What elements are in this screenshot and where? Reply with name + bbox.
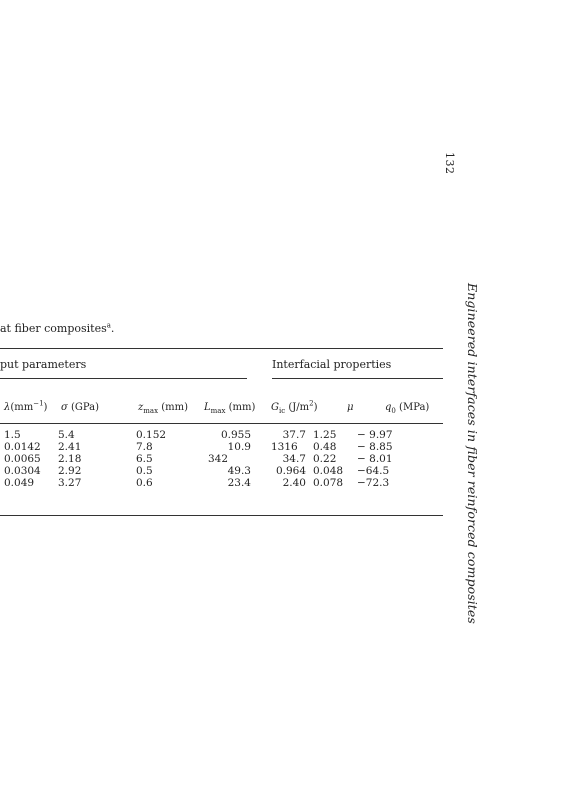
cell-mu: 0.48	[313, 441, 337, 453]
data-table	[0, 429, 433, 489]
cell-sigma: 3.27	[58, 477, 82, 489]
cell-mu: 1.25	[313, 429, 337, 441]
cell-q0: − 8.85	[357, 441, 393, 453]
table-row	[0, 465, 433, 477]
mu-symbol: μ	[347, 402, 354, 413]
column-header-q0: $q_0$ (MPa)	[385, 402, 430, 415]
column-header-sigma: σ (GPa)	[61, 402, 100, 413]
g-symbol: G	[271, 402, 279, 413]
column-header-lmax: $L_{max}$ (mm)	[204, 402, 256, 415]
table-header-rule	[0, 423, 443, 424]
cell-zmax: 0.6	[136, 477, 153, 489]
cell-lambda: 0.0142	[4, 441, 41, 453]
cell-mu: 0.22	[313, 453, 337, 465]
column-header-gic: $G_{ic}$ $(J/m^2)$	[271, 399, 318, 415]
cell-sigma: 2.92	[58, 465, 82, 477]
cell-gic: 34.7	[282, 453, 306, 465]
table-row	[0, 477, 433, 489]
cell-mu: 0.048	[313, 465, 344, 477]
group-rule-left	[0, 378, 247, 379]
group-header-input-parameters: put parameters	[0, 358, 87, 371]
cell-sigma: 2.18	[58, 453, 82, 465]
cell-lmax: 342	[208, 453, 229, 465]
cell-gic: 37.7	[282, 429, 306, 441]
cell-zmax: 0.5	[136, 465, 153, 477]
cell-gic: 2.40	[282, 477, 306, 489]
cell-lambda: 0.0065	[4, 453, 41, 465]
page-number: 132	[443, 152, 456, 175]
cell-q0: −72.3	[357, 477, 390, 489]
cell-gic: 0.964	[275, 465, 306, 477]
column-header-lambda: $\lambda(mm^{-1})$	[4, 399, 48, 413]
cell-q0: − 8.01	[357, 453, 393, 465]
table-row	[0, 453, 433, 465]
group-rule-right	[272, 378, 443, 379]
cell-gic: 1316	[271, 441, 298, 453]
q-symbol: q	[385, 402, 392, 413]
table-row	[0, 441, 433, 453]
cell-zmax: 6.5	[136, 453, 153, 465]
table-caption	[0, 322, 114, 335]
cell-sigma: 2.41	[58, 441, 82, 453]
column-header-mu	[347, 402, 354, 413]
caption-end: .	[110, 322, 115, 335]
cell-lambda: 0.0304	[4, 465, 41, 477]
cell-lmax: 23.4	[227, 477, 251, 489]
cell-lmax: 49.3	[227, 465, 251, 477]
cell-q0: − 9.97	[357, 429, 393, 441]
cell-lambda: 0.049	[4, 477, 35, 489]
caption-text: at fiber composites	[0, 322, 107, 335]
table-bottom-rule	[0, 515, 443, 516]
cell-lmax: 0.955	[220, 429, 251, 441]
cell-lmax: 10.9	[227, 441, 251, 453]
cell-q0: −64.5	[357, 465, 390, 477]
cell-sigma: 5.4	[58, 429, 75, 441]
l-symbol: L	[204, 402, 211, 413]
group-header-interfacial-properties: Interfacial properties	[272, 358, 392, 371]
table-top-rule	[0, 348, 443, 349]
cell-zmax: 7.8	[136, 441, 153, 453]
z-symbol: z	[138, 402, 144, 413]
running-head: Engineered interfaces in fiber reinforced composites	[465, 283, 480, 624]
column-header-zmax: $z_{max}$ (mm)	[138, 402, 188, 415]
table-row	[0, 429, 433, 441]
cell-zmax: 0.152	[136, 429, 167, 441]
sigma-symbol: σ	[61, 402, 68, 413]
caption-footnote-marker: a	[106, 321, 111, 330]
cell-mu: 0.078	[313, 477, 344, 489]
lambda-symbol: λ	[4, 402, 11, 413]
cell-lambda: 1.5	[4, 429, 21, 441]
